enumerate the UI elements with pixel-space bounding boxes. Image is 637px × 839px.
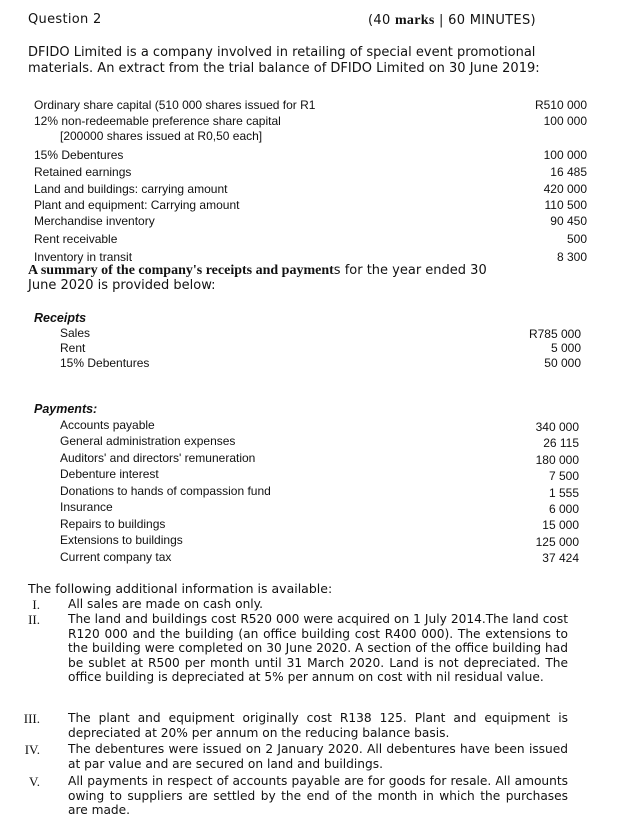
payment-label: Current company tax [60,550,172,564]
receipts-heading: Receipts [34,311,87,325]
marks-prefix: (40 [368,13,395,28]
tb-amount: 100 000 [543,114,587,128]
tb-amount: 90 450 [550,214,587,228]
receipt-amount: 50 000 [544,356,581,370]
marks-bold: marks [394,13,435,28]
payment-amount: 180 000 [535,453,579,467]
payment-label: Debenture interest [60,467,159,481]
payment-label: Auditors' and directors' remuneration [60,451,256,465]
payment-amount: 1 555 [548,486,579,500]
item-number: III. [23,711,40,726]
payment-label: Accounts payable [60,418,155,432]
payment-amount: 15 000 [542,518,579,532]
tb-amount: 420 000 [543,182,587,196]
tb-amount: 8 300 [556,250,587,264]
payments-heading: Payments: [34,402,98,416]
payment-amount: 6 000 [548,502,579,516]
tb-label: Plant and equipment: Carrying amount [34,198,240,212]
tb-label: Land and buildings: carrying amount [34,182,228,196]
payment-label: General administration expenses [60,434,236,448]
payment-amount: 340 000 [535,420,579,434]
tb-label: [200000 shares issued at R0,50 each] [60,129,263,143]
payment-label: Extensions to buildings [60,533,183,547]
item-number: V. [29,774,40,789]
payment-amount: 37 424 [542,551,579,565]
receipt-amount: R785 000 [528,327,581,341]
receipt-label: Sales [60,326,91,340]
receipt-label: 15% Debentures [60,356,150,370]
payment-label: Repairs to buildings [60,517,166,531]
tb-label: Rent receivable [34,232,118,246]
item-number: II. [28,612,40,627]
tb-amount: 110 500 [544,198,587,212]
item-text: The debentures were issued on 2 January 2020. All debentures have been issued at par value and are secured on land and buildings. [68,742,568,771]
question-title: Question 2 [28,12,102,27]
summary-rest: s for the year ended 30 [333,263,487,278]
tb-label: 15% Debentures [34,148,124,162]
summary-line-2: June 2020 is provided below: [28,278,216,293]
marks-suffix: | 60 MINUTES) [434,13,536,28]
summary-bold: A summary of the company's receipts and payment [28,263,334,278]
tb-amount: R510 000 [534,98,587,112]
receipt-amount: 5 000 [550,341,581,355]
item-number: I. [32,597,40,612]
tb-label: Merchandise inventory [34,214,155,228]
additional-intro: The following additional information is available: [28,581,333,596]
payment-label: Donations to hands of compassion fund [60,484,271,498]
tb-label: Inventory in transit [34,250,133,264]
tb-label: 12% non-redeemable preference share capital [34,114,281,128]
item-text: All sales are made on cash only. [68,597,264,611]
tb-amount: 16 485 [550,165,587,179]
tb-amount: 100 000 [543,148,587,162]
tb-amount: 500 [566,232,587,246]
intro-line-2: materials. An extract from the trial balance of DFIDO Limited on 30 June 2019: [28,61,540,76]
intro-line-1: DFIDO Limited is a company involved in retailing of special event promotional [28,45,536,60]
receipt-label: Rent [60,341,86,355]
marks-label [368,12,536,29]
item-number: IV. [24,742,40,757]
payment-amount: 7 500 [548,469,579,483]
tb-label: Ordinary share capital (510 000 shares issued for R1 [34,98,316,112]
item-text: The plant and equipment originally cost R138 125. Plant and equipment is depreciated at 20% per annum on the reducing balance basis. [68,711,568,740]
summary-line-1 [28,262,487,278]
payment-amount: 26 115 [543,436,579,450]
item-text: All payments in respect of accounts payable are for goods for resale. All amounts owing to suppliers are settled by the end of the month in which the purchases are made. [68,774,568,818]
tb-label: Retained earnings [34,165,132,179]
item-text: The land and buildings cost R520 000 were acquired on 1 July 2014.The land cost R120 000 and the building (an office building cost R400 000). The extensions to the building were completed on 30 June 2020. A section of the office building had be sublet at R500 per month until 31 March 2020. Land is not depreciated. The office building is depreciated at 5% per annum on cost with nil residual value. [68,612,568,685]
payment-amount: 125 000 [535,535,579,549]
payment-label: Insurance [60,500,113,514]
